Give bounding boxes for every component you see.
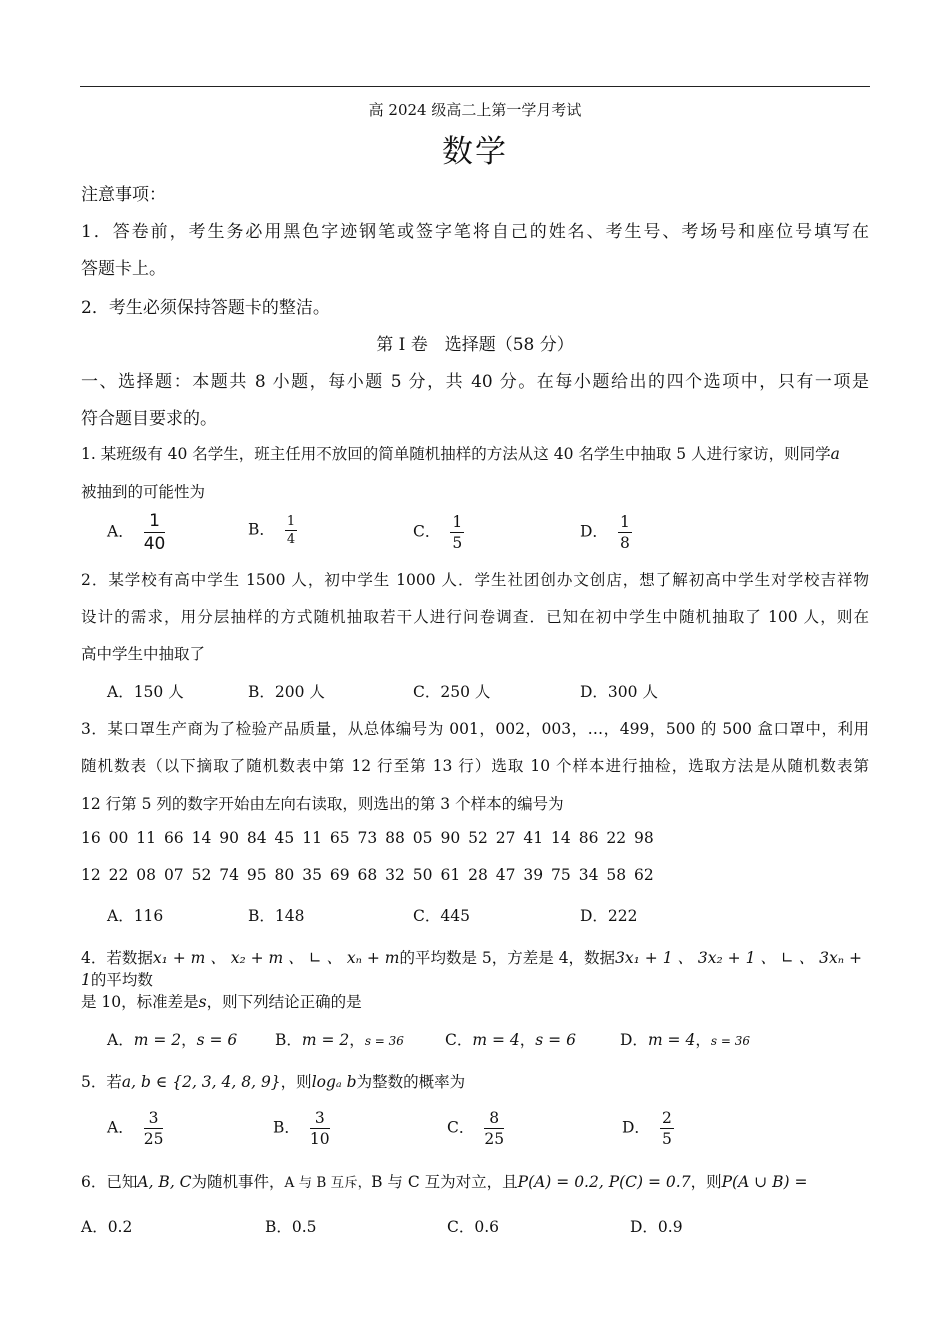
q5-option-c[interactable] — [447, 1109, 504, 1148]
fraction — [484, 1109, 504, 1148]
option-label: B． — [248, 520, 275, 539]
denominator: 5 — [661, 1130, 672, 1148]
section-1-title: 第 I 卷 选择题（58 分） — [376, 335, 574, 355]
denominator: 8 — [619, 534, 630, 552]
notice-item-2: 2．考生必须保持答题卡的整洁。 — [81, 298, 330, 318]
q4-option-d[interactable]: D．m = 4，s = 36 — [620, 1031, 750, 1049]
option-label: D． — [620, 1031, 648, 1049]
q3-stem-line-3: 12 行第 5 列的数字开始由左向右读取，则选出的第 3 个样本的编号为 — [81, 795, 564, 813]
q5-log-expr: logₐ b — [311, 1073, 357, 1091]
q6-stem — [81, 1170, 807, 1192]
numerator: 8 — [484, 1109, 504, 1129]
q6-option-b[interactable]: B．0.5 — [265, 1218, 317, 1236]
q4-stem-line-1 — [81, 946, 869, 990]
q4-text: 的平均数是 5，方差是 4，数据 — [399, 949, 616, 967]
q2-stem-line-2: 设计的需求，用分层抽样的方式随机抽取若干人进行问卷调查．已知在初中学生中随机抽取了 100 人，则在 — [81, 608, 869, 626]
q6-text: B 与 C 互为对立，且 — [371, 1173, 518, 1191]
q5-text: 为整数的概率为 — [356, 1073, 466, 1091]
q3-option-a[interactable]: A．116 — [107, 907, 164, 925]
notice-item-1-line-1: 1．答卷前，考生务必用黑色字迹钢笔或签字笔将自己的姓名、考生号、考场号和座位号填写在 — [81, 222, 869, 242]
q5-text: ，则 — [280, 1073, 312, 1091]
header-rule — [80, 86, 870, 87]
fraction — [660, 1109, 674, 1148]
fraction — [144, 1109, 164, 1148]
option-s: s = 6 — [535, 1031, 576, 1049]
q5-option-d[interactable] — [622, 1109, 674, 1148]
option-label: B． — [273, 1118, 300, 1137]
option-s: s = 36 — [710, 1034, 750, 1048]
option-m: m = 2 — [133, 1031, 182, 1049]
denominator: 25 — [143, 1130, 164, 1148]
option-label: C． — [445, 1031, 473, 1049]
q1-var-a: a — [830, 445, 840, 463]
q6-probs: P(A) = 0.2, P(C) = 0.7 — [517, 1173, 691, 1191]
q2-option-a[interactable]: A．150 人 — [107, 683, 184, 701]
numerator: 1 — [619, 513, 630, 531]
q3-stem-line-1: 3．某口罩生产商为了检验产品质量，从总体编号为 001，002，003，…，499，500 的 500 盒口罩中，利用 — [81, 720, 869, 738]
option-label: B． — [275, 1031, 302, 1049]
q1-option-a[interactable] — [107, 511, 165, 554]
q4-transformed-expr: 3x₁ + 1 、 3x₂ + 1 、 ∟ 、 3xₙ + 1 — [81, 949, 862, 989]
option-label: C． — [447, 1118, 475, 1137]
q6-option-d[interactable]: D．0.9 — [630, 1218, 683, 1236]
q1-stem-line-1 — [81, 442, 840, 464]
q6-ask: P(A ∪ B) = — [721, 1173, 808, 1191]
q6-text: ，则 — [690, 1173, 722, 1191]
q6-text: 6．已知 — [81, 1173, 138, 1191]
q6-text: A 与 B 互斥， — [284, 1175, 372, 1191]
q4-stem-line-2 — [81, 990, 362, 1012]
numerator: 1 — [452, 513, 463, 531]
fraction — [618, 513, 632, 552]
option-m: m = 4 — [472, 1031, 520, 1049]
exam-subtitle: 高 2024 级高二上第一学月考试 — [368, 101, 582, 119]
denominator: 40 — [143, 534, 166, 554]
notice-item-1-line-2: 答题卡上。 — [81, 259, 166, 279]
option-m: m = 4 — [647, 1031, 696, 1049]
q3-option-c[interactable]: C．445 — [413, 907, 470, 925]
q1-stem-text: 1. 某班级有 40 名学生，班主任用不放回的简单随机抽样的方法从这 40 名学生中抽取 5 人进行家访，则同学 — [81, 445, 831, 463]
q5-option-b[interactable] — [273, 1109, 330, 1148]
q6-text: 为随机事件， — [191, 1173, 285, 1191]
q2-option-b[interactable]: B．200 人 — [248, 683, 325, 701]
q5-option-a[interactable] — [107, 1109, 163, 1148]
q2-option-d[interactable]: D．300 人 — [580, 683, 658, 701]
q6-events: A, B, C — [137, 1173, 192, 1191]
q4-option-b[interactable]: B．m = 2，s = 36 — [275, 1031, 404, 1049]
numerator: 2 — [661, 1109, 672, 1127]
denominator: 25 — [484, 1130, 505, 1148]
q4-text: 4．若数据 — [81, 949, 153, 967]
section-1-intro-line-2: 符合题目要求的。 — [81, 409, 217, 429]
random-table-row-13: 12 22 08 07 52 74 95 80 35 69 68 32 50 61 28 47 39 75 34 58 62 — [81, 866, 654, 884]
option-label: D． — [580, 522, 608, 541]
numerator: 3 — [144, 1109, 164, 1129]
q3-option-d[interactable]: D．222 — [580, 907, 638, 925]
numerator: 1 — [144, 511, 166, 533]
q5-set-expr: a, b ∈ {2, 3, 4, 8, 9} — [121, 1073, 281, 1091]
exam-title: 数学 — [442, 134, 508, 170]
q4-option-a[interactable]: A．m = 2，s = 6 — [107, 1031, 238, 1049]
notice-heading: 注意事项： — [81, 185, 166, 205]
q5-stem — [81, 1070, 465, 1092]
option-label: A． — [107, 522, 134, 541]
numerator: 3 — [310, 1109, 330, 1129]
fraction — [310, 1109, 330, 1148]
fraction — [285, 514, 297, 547]
option-label: A． — [107, 1118, 134, 1137]
q1-stem-line-2: 被抽到的可能性为 — [81, 483, 206, 501]
q3-option-b[interactable]: B．148 — [248, 907, 305, 925]
q6-option-a[interactable]: A．0.2 — [81, 1218, 133, 1236]
q4-var-s: s — [198, 993, 207, 1011]
option-label: A． — [107, 1031, 134, 1049]
q4-text: 的平均数 — [90, 971, 153, 989]
option-m: m = 2 — [301, 1031, 350, 1049]
fraction — [144, 511, 166, 554]
q1-option-d[interactable] — [580, 513, 632, 552]
random-table-row-12: 16 00 11 66 14 90 84 45 11 65 73 88 05 90 52 27 41 14 86 22 98 — [81, 829, 654, 847]
q1-option-c[interactable] — [413, 513, 464, 552]
section-1-intro-line-1: 一、选择题：本题共 8 小题，每小题 5 分，共 40 分。在每小题给出的四个选项中，只有一项是 — [81, 372, 869, 392]
fraction — [450, 513, 464, 552]
denominator: 4 — [286, 532, 296, 547]
q2-option-c[interactable]: C．250 人 — [413, 683, 491, 701]
q4-text: 是 10，标准差是 — [81, 993, 199, 1011]
option-s: s = 6 — [196, 1031, 238, 1049]
q6-option-c[interactable]: C．0.6 — [447, 1218, 500, 1236]
option-label: D． — [622, 1118, 650, 1137]
numerator: 1 — [286, 514, 296, 529]
option-s: s = 36 — [364, 1034, 404, 1048]
q3-stem-line-2: 随机数表（以下摘取了随机数表中第 12 行至第 13 行）选取 10 个样本进行抽检，选取方法是从随机数表第 — [81, 757, 869, 775]
q5-text: 5．若 — [81, 1073, 122, 1091]
q4-text: ，则下列结论正确的是 — [206, 993, 362, 1011]
option-label: C． — [413, 522, 441, 541]
denominator: 5 — [452, 534, 463, 552]
q2-stem-line-1: 2．某学校有高中学生 1500 人，初中学生 1000 人．学生社团创办文创店，想了解初高中学生对学校吉祥物 — [81, 571, 869, 589]
q1-option-b[interactable] — [248, 514, 297, 547]
q2-stem-line-3: 高中学生中抽取了 — [81, 645, 206, 663]
denominator: 10 — [309, 1130, 330, 1148]
q4-option-c[interactable]: C．m = 4，s = 6 — [445, 1031, 576, 1049]
q4-data-expr: x₁ + m 、 x₂ + m 、 ∟ 、 xₙ + m — [152, 949, 400, 967]
